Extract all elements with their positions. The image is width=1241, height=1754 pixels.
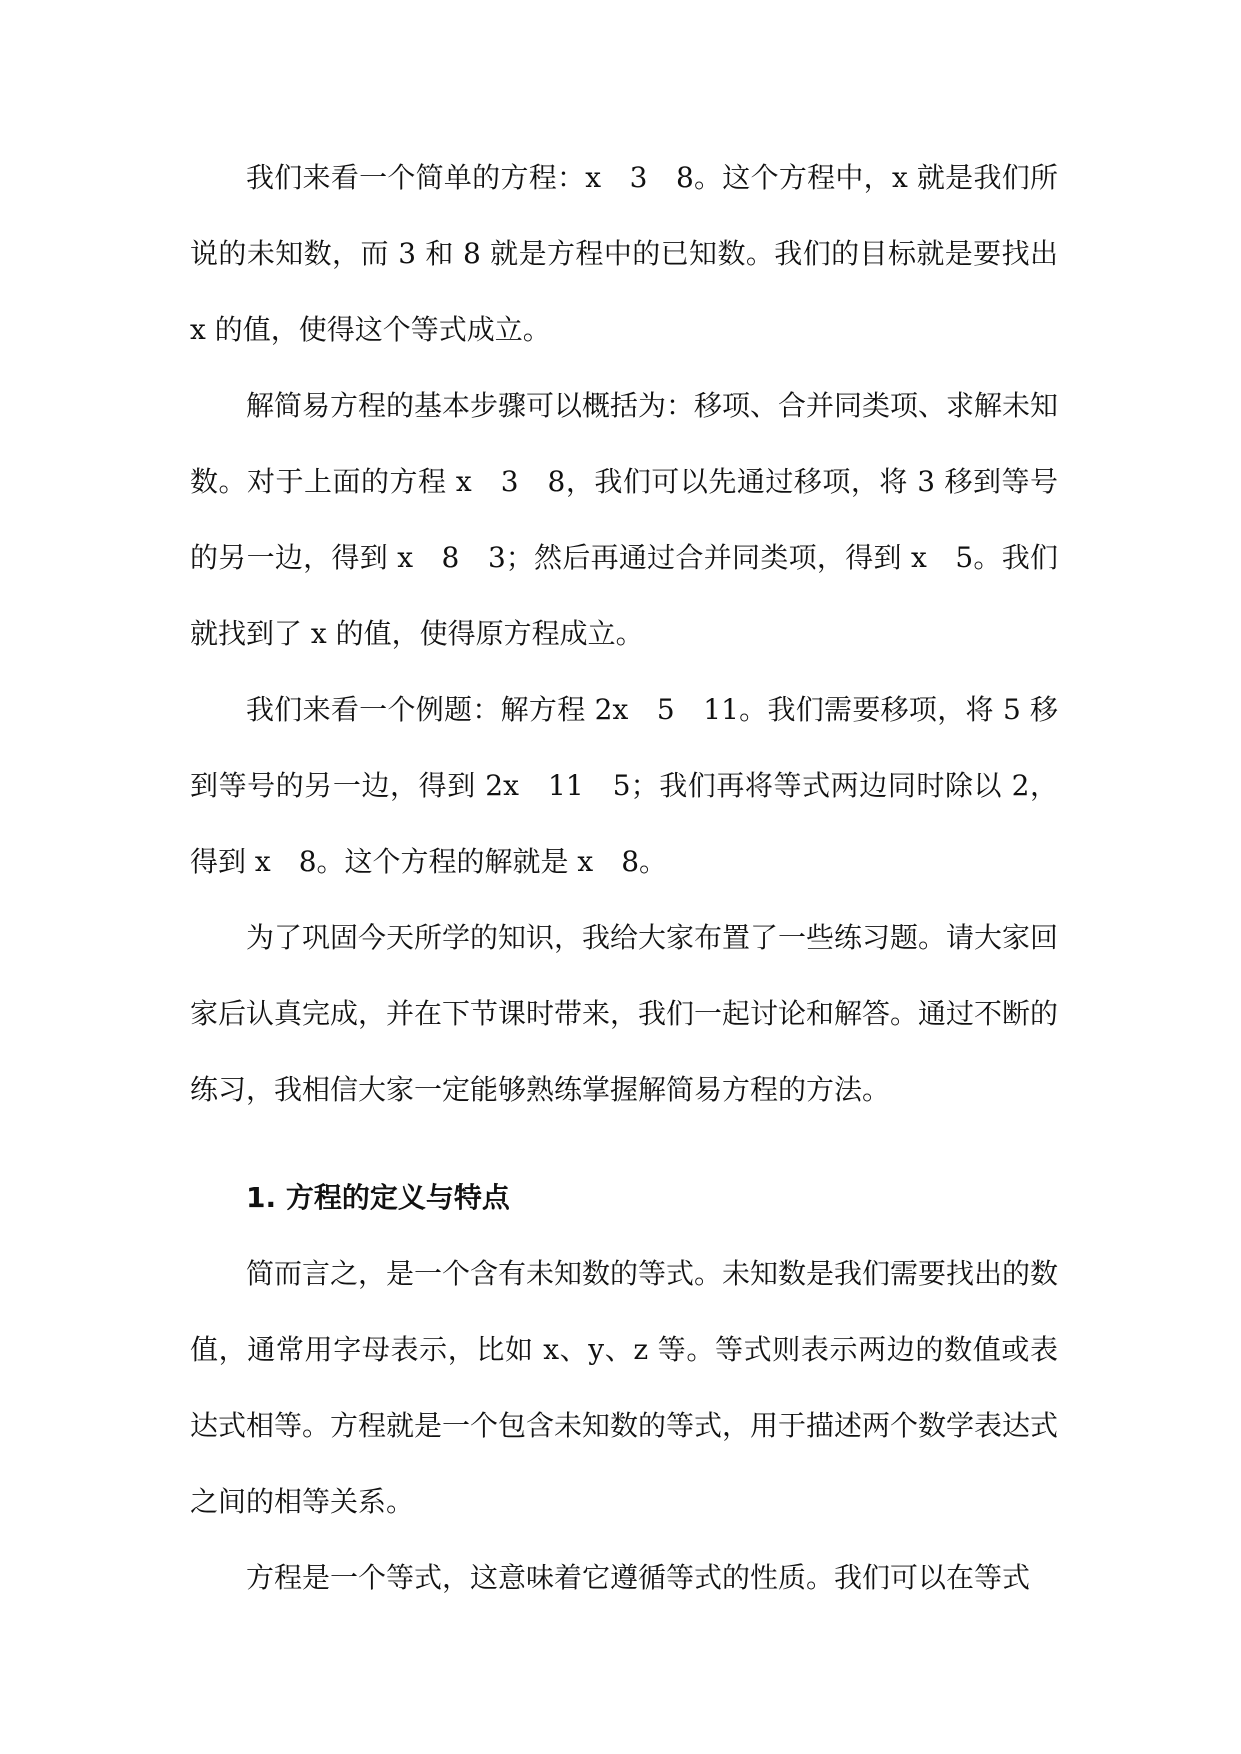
- section-heading: 1. 方程的定义与特点: [246, 1181, 510, 1214]
- paragraph-equation-property: 方程是一个等式，这意味着它遵循等式的性质。我们可以在等式: [246, 1561, 1031, 1594]
- paragraph-example: 我们来看一个例题：解方程 2x 5 11。我们需要移项，将 5 移到等号的另一边，得到 2x 11 5；我们再将等式两边同时除以 2，得到 x 8。这个方程的解就是 x 8。: [190, 693, 1058, 878]
- paragraph-simple-equation: 我们来看一个简单的方程：x 3 8。这个方程中，x 就是我们所说的未知数，而 3 和 8 就是方程中的已知数。我们的目标就是要找出 x 的值，使得这个等式成立。: [190, 161, 1058, 346]
- paragraph-solving-steps: 解简易方程的基本步骤可以概括为：移项、合并同类项、求解未知数。对于上面的方程 x 3 8，我们可以先通过移项，将 3 移到等号的另一边，得到 x 8 3；然后再通过合并同类项，得到 x 5。我们就找到了 x 的值，使得原方程成立。: [190, 389, 1059, 650]
- paragraph-practice: 为了巩固今天所学的知识，我给大家布置了一些练习题。请大家回家后认真完成，并在下节课时带来，我们一起讨论和解答。通过不断的练习，我相信大家一定能够熟练掌握解简易方程的方法。: [190, 921, 1059, 1106]
- paragraph-definition: 简而言之，是一个含有未知数的等式。未知数是我们需要找出的数值，通常用字母表示，比如 x、y、z 等。等式则表示两边的数值或表达式相等。方程就是一个包含未知数的等式，用于描述两个数学表达式之间的相等关系。: [190, 1257, 1059, 1518]
- document-body: [190, 140, 1058, 1616]
